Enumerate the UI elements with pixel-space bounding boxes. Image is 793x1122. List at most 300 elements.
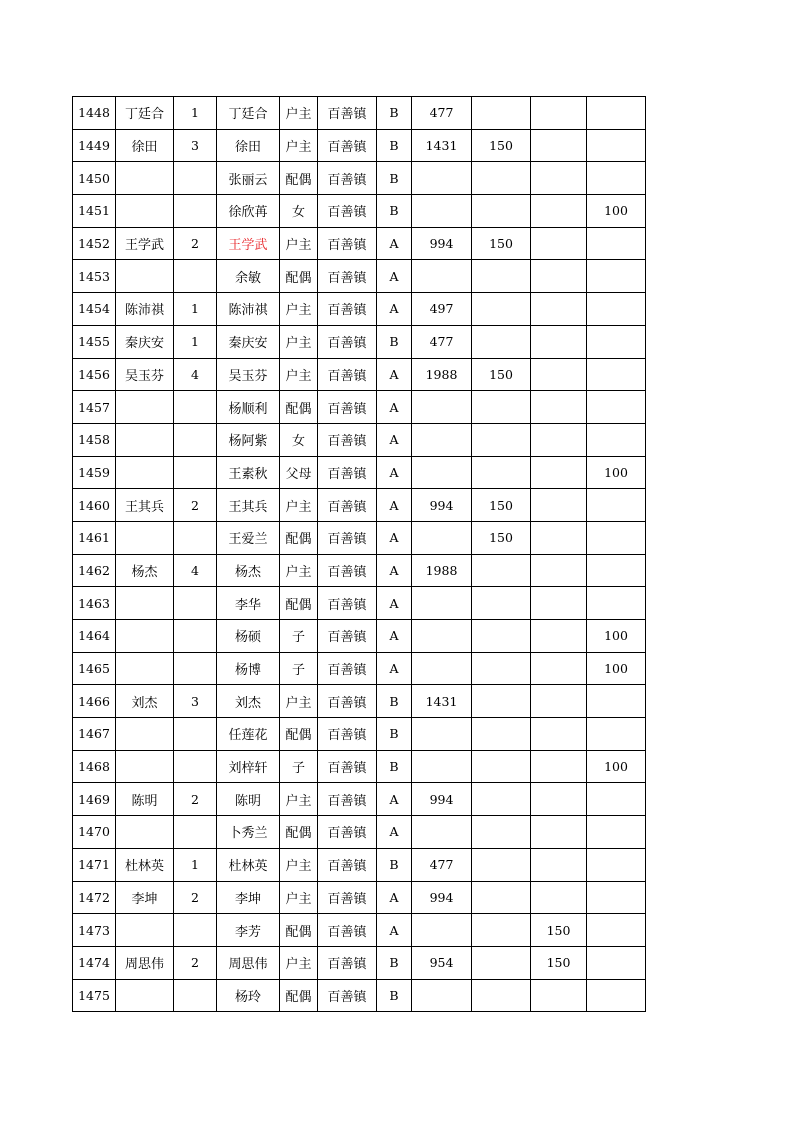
table-row — [73, 620, 646, 653]
cell-cat: A — [377, 783, 412, 816]
cell-amt: 1431 — [412, 685, 472, 718]
cell-member-name: 杨玲 — [217, 979, 280, 1012]
cell-id: 1464 — [73, 620, 116, 653]
cell-amt4 — [587, 979, 646, 1012]
cell-cat: A — [377, 391, 412, 424]
cell-id: 1456 — [73, 358, 116, 391]
cell-relation: 户主 — [280, 848, 318, 881]
cell-amt3 — [531, 750, 587, 783]
cell-count — [174, 195, 217, 228]
cell-amt2 — [472, 685, 531, 718]
cell-member-name: 徐田 — [217, 129, 280, 162]
cell-amt2 — [472, 97, 531, 130]
cell-amt3 — [531, 195, 587, 228]
cell-amt2 — [472, 946, 531, 979]
cell-amt4 — [587, 718, 646, 751]
cell-cat: A — [377, 358, 412, 391]
cell-relation: 户主 — [280, 293, 318, 326]
table-row — [73, 685, 646, 718]
cell-amt3 — [531, 881, 587, 914]
cell-amt — [412, 652, 472, 685]
cell-cat: A — [377, 881, 412, 914]
cell-member-name: 秦庆安 — [217, 325, 280, 358]
cell-head-name: 杨杰 — [116, 554, 174, 587]
cell-member-name: 周思伟 — [217, 946, 280, 979]
table-row — [73, 979, 646, 1012]
cell-town: 百善镇 — [318, 783, 377, 816]
cell-head-name — [116, 456, 174, 489]
cell-amt2 — [472, 391, 531, 424]
cell-amt3 — [531, 489, 587, 522]
cell-member-name: 杨杰 — [217, 554, 280, 587]
table-row — [73, 293, 646, 326]
cell-id: 1454 — [73, 293, 116, 326]
table-row — [73, 97, 646, 130]
cell-relation: 户主 — [280, 358, 318, 391]
cell-member-name: 李华 — [217, 587, 280, 620]
cell-member-name: 王爱兰 — [217, 521, 280, 554]
cell-amt4 — [587, 946, 646, 979]
table-row — [73, 783, 646, 816]
cell-amt4 — [587, 685, 646, 718]
cell-member-name: 杨顺利 — [217, 391, 280, 424]
cell-head-name: 秦庆安 — [116, 325, 174, 358]
cell-cat: A — [377, 456, 412, 489]
cell-amt4 — [587, 227, 646, 260]
cell-amt4 — [587, 97, 646, 130]
cell-amt2 — [472, 783, 531, 816]
cell-amt: 954 — [412, 946, 472, 979]
table-row — [73, 881, 646, 914]
cell-relation: 子 — [280, 620, 318, 653]
cell-amt: 477 — [412, 97, 472, 130]
cell-member-name: 刘杰 — [217, 685, 280, 718]
cell-count: 2 — [174, 881, 217, 914]
cell-cat: B — [377, 97, 412, 130]
table-row — [73, 489, 646, 522]
cell-id: 1461 — [73, 521, 116, 554]
cell-town: 百善镇 — [318, 816, 377, 849]
cell-count: 4 — [174, 554, 217, 587]
cell-cat: A — [377, 652, 412, 685]
cell-count: 4 — [174, 358, 217, 391]
cell-amt3 — [531, 456, 587, 489]
cell-cat: A — [377, 489, 412, 522]
cell-amt4 — [587, 783, 646, 816]
cell-amt: 497 — [412, 293, 472, 326]
cell-head-name: 李坤 — [116, 881, 174, 914]
table-row — [73, 914, 646, 947]
cell-relation: 子 — [280, 652, 318, 685]
cell-count: 3 — [174, 685, 217, 718]
cell-amt3 — [531, 848, 587, 881]
cell-count: 3 — [174, 129, 217, 162]
table-row — [73, 652, 646, 685]
cell-amt — [412, 979, 472, 1012]
cell-town: 百善镇 — [318, 554, 377, 587]
cell-id: 1449 — [73, 129, 116, 162]
cell-amt3 — [531, 652, 587, 685]
cell-amt2 — [472, 914, 531, 947]
cell-amt2 — [472, 620, 531, 653]
cell-count — [174, 718, 217, 751]
cell-member-name: 王学武 — [217, 227, 280, 260]
cell-cat: B — [377, 685, 412, 718]
cell-head-name — [116, 816, 174, 849]
cell-count — [174, 620, 217, 653]
table-row — [73, 816, 646, 849]
cell-member-name: 丁廷合 — [217, 97, 280, 130]
cell-amt2 — [472, 554, 531, 587]
cell-head-name: 杜林英 — [116, 848, 174, 881]
cell-cat: A — [377, 587, 412, 620]
cell-town: 百善镇 — [318, 718, 377, 751]
table-row — [73, 456, 646, 489]
cell-count — [174, 652, 217, 685]
cell-id: 1465 — [73, 652, 116, 685]
cell-relation: 配偶 — [280, 718, 318, 751]
cell-id: 1459 — [73, 456, 116, 489]
cell-amt4 — [587, 587, 646, 620]
cell-count: 2 — [174, 783, 217, 816]
cell-town: 百善镇 — [318, 162, 377, 195]
cell-amt3: 150 — [531, 914, 587, 947]
cell-amt2 — [472, 293, 531, 326]
cell-cat: B — [377, 162, 412, 195]
table-row — [73, 750, 646, 783]
cell-id: 1466 — [73, 685, 116, 718]
cell-head-name — [116, 587, 174, 620]
cell-relation: 户主 — [280, 97, 318, 130]
cell-head-name — [116, 423, 174, 456]
cell-member-name: 杨博 — [217, 652, 280, 685]
cell-id: 1455 — [73, 325, 116, 358]
cell-head-name — [116, 914, 174, 947]
cell-cat: B — [377, 946, 412, 979]
cell-head-name: 陈沛祺 — [116, 293, 174, 326]
cell-head-name: 徐田 — [116, 129, 174, 162]
cell-cat: A — [377, 914, 412, 947]
cell-relation: 户主 — [280, 946, 318, 979]
cell-town: 百善镇 — [318, 946, 377, 979]
cell-relation: 女 — [280, 423, 318, 456]
table-row — [73, 391, 646, 424]
cell-id: 1453 — [73, 260, 116, 293]
cell-amt2 — [472, 881, 531, 914]
cell-member-name: 杨阿紫 — [217, 423, 280, 456]
cell-amt4: 100 — [587, 652, 646, 685]
cell-amt3 — [531, 391, 587, 424]
cell-relation: 配偶 — [280, 816, 318, 849]
cell-amt — [412, 816, 472, 849]
cell-member-name: 刘梓轩 — [217, 750, 280, 783]
cell-id: 1468 — [73, 750, 116, 783]
cell-relation: 配偶 — [280, 260, 318, 293]
cell-town: 百善镇 — [318, 325, 377, 358]
cell-head-name — [116, 260, 174, 293]
table-row — [73, 325, 646, 358]
cell-town: 百善镇 — [318, 750, 377, 783]
cell-amt2: 150 — [472, 521, 531, 554]
cell-amt3 — [531, 783, 587, 816]
cell-count — [174, 914, 217, 947]
cell-id: 1460 — [73, 489, 116, 522]
cell-amt: 1988 — [412, 358, 472, 391]
cell-id: 1473 — [73, 914, 116, 947]
cell-relation: 配偶 — [280, 979, 318, 1012]
cell-town: 百善镇 — [318, 97, 377, 130]
cell-town: 百善镇 — [318, 423, 377, 456]
cell-amt4: 100 — [587, 620, 646, 653]
cell-amt4 — [587, 554, 646, 587]
cell-amt2 — [472, 652, 531, 685]
cell-head-name: 周思伟 — [116, 946, 174, 979]
cell-head-name: 王学武 — [116, 227, 174, 260]
cell-amt3 — [531, 260, 587, 293]
cell-relation: 配偶 — [280, 391, 318, 424]
table-row — [73, 260, 646, 293]
cell-amt2: 150 — [472, 358, 531, 391]
cell-cat: A — [377, 293, 412, 326]
cell-relation: 户主 — [280, 129, 318, 162]
cell-id: 1451 — [73, 195, 116, 228]
cell-amt — [412, 914, 472, 947]
cell-id: 1467 — [73, 718, 116, 751]
cell-member-name: 王其兵 — [217, 489, 280, 522]
cell-cat: A — [377, 620, 412, 653]
cell-head-name — [116, 521, 174, 554]
cell-amt — [412, 162, 472, 195]
cell-town: 百善镇 — [318, 521, 377, 554]
cell-head-name — [116, 162, 174, 195]
cell-town: 百善镇 — [318, 685, 377, 718]
cell-amt4 — [587, 521, 646, 554]
cell-head-name — [116, 620, 174, 653]
cell-count — [174, 162, 217, 195]
cell-id: 1457 — [73, 391, 116, 424]
cell-cat: B — [377, 750, 412, 783]
cell-member-name: 卜秀兰 — [217, 816, 280, 849]
cell-amt4 — [587, 162, 646, 195]
cell-amt — [412, 391, 472, 424]
cell-id: 1448 — [73, 97, 116, 130]
cell-cat: B — [377, 129, 412, 162]
cell-town: 百善镇 — [318, 293, 377, 326]
cell-id: 1470 — [73, 816, 116, 849]
cell-id: 1469 — [73, 783, 116, 816]
cell-count — [174, 260, 217, 293]
cell-amt4: 100 — [587, 456, 646, 489]
cell-town: 百善镇 — [318, 620, 377, 653]
cell-amt: 994 — [412, 783, 472, 816]
cell-relation: 子 — [280, 750, 318, 783]
cell-relation: 户主 — [280, 227, 318, 260]
cell-amt2 — [472, 816, 531, 849]
cell-town: 百善镇 — [318, 456, 377, 489]
cell-town: 百善镇 — [318, 358, 377, 391]
cell-amt4 — [587, 358, 646, 391]
cell-id: 1452 — [73, 227, 116, 260]
cell-amt3 — [531, 685, 587, 718]
cell-amt2 — [472, 979, 531, 1012]
cell-head-name — [116, 718, 174, 751]
cell-relation: 女 — [280, 195, 318, 228]
cell-amt4 — [587, 881, 646, 914]
cell-amt: 1431 — [412, 129, 472, 162]
cell-amt4: 100 — [587, 750, 646, 783]
cell-count — [174, 456, 217, 489]
table-row — [73, 587, 646, 620]
cell-amt4 — [587, 293, 646, 326]
cell-amt — [412, 620, 472, 653]
cell-amt2: 150 — [472, 489, 531, 522]
cell-amt4 — [587, 129, 646, 162]
cell-amt2: 150 — [472, 227, 531, 260]
table-row — [73, 718, 646, 751]
cell-amt4 — [587, 816, 646, 849]
cell-amt3 — [531, 554, 587, 587]
cell-count — [174, 423, 217, 456]
cell-amt2 — [472, 423, 531, 456]
cell-member-name: 李坤 — [217, 881, 280, 914]
cell-town: 百善镇 — [318, 587, 377, 620]
cell-head-name: 王其兵 — [116, 489, 174, 522]
cell-amt3 — [531, 129, 587, 162]
cell-member-name: 张丽云 — [217, 162, 280, 195]
cell-cat: B — [377, 325, 412, 358]
cell-amt2 — [472, 848, 531, 881]
cell-relation: 户主 — [280, 881, 318, 914]
cell-amt2 — [472, 162, 531, 195]
cell-amt: 994 — [412, 881, 472, 914]
table-row — [73, 848, 646, 881]
cell-count — [174, 979, 217, 1012]
cell-id: 1475 — [73, 979, 116, 1012]
cell-amt3 — [531, 521, 587, 554]
cell-relation: 配偶 — [280, 587, 318, 620]
cell-amt: 994 — [412, 489, 472, 522]
cell-amt2 — [472, 587, 531, 620]
cell-amt4 — [587, 489, 646, 522]
cell-member-name: 余敏 — [217, 260, 280, 293]
cell-count — [174, 816, 217, 849]
cell-cat: A — [377, 554, 412, 587]
cell-head-name: 丁廷合 — [116, 97, 174, 130]
cell-count: 1 — [174, 97, 217, 130]
cell-amt4 — [587, 848, 646, 881]
table-row — [73, 521, 646, 554]
cell-amt — [412, 456, 472, 489]
cell-count: 1 — [174, 848, 217, 881]
cell-cat: B — [377, 718, 412, 751]
cell-amt: 1988 — [412, 554, 472, 587]
cell-head-name: 陈明 — [116, 783, 174, 816]
cell-town: 百善镇 — [318, 227, 377, 260]
cell-amt3 — [531, 620, 587, 653]
cell-count: 2 — [174, 227, 217, 260]
cell-count — [174, 750, 217, 783]
cell-amt — [412, 260, 472, 293]
cell-amt4 — [587, 260, 646, 293]
table-row — [73, 227, 646, 260]
cell-member-name: 王素秋 — [217, 456, 280, 489]
cell-town: 百善镇 — [318, 652, 377, 685]
cell-amt3 — [531, 358, 587, 391]
cell-cat: A — [377, 816, 412, 849]
cell-town: 百善镇 — [318, 195, 377, 228]
cell-relation: 配偶 — [280, 162, 318, 195]
cell-amt3 — [531, 718, 587, 751]
cell-cat: B — [377, 848, 412, 881]
table-row — [73, 195, 646, 228]
cell-amt — [412, 423, 472, 456]
cell-head-name: 吴玉芬 — [116, 358, 174, 391]
cell-amt2 — [472, 750, 531, 783]
cell-amt — [412, 750, 472, 783]
cell-id: 1474 — [73, 946, 116, 979]
table-row — [73, 162, 646, 195]
cell-amt: 477 — [412, 848, 472, 881]
cell-relation: 户主 — [280, 685, 318, 718]
table-row — [73, 358, 646, 391]
cell-count: 1 — [174, 293, 217, 326]
cell-amt3 — [531, 293, 587, 326]
cell-relation: 配偶 — [280, 914, 318, 947]
cell-head-name — [116, 979, 174, 1012]
cell-amt4 — [587, 325, 646, 358]
cell-amt2 — [472, 195, 531, 228]
cell-amt: 477 — [412, 325, 472, 358]
cell-count — [174, 587, 217, 620]
cell-amt3: 150 — [531, 946, 587, 979]
cell-member-name: 陈明 — [217, 783, 280, 816]
table-row — [73, 423, 646, 456]
cell-amt — [412, 718, 472, 751]
cell-amt2 — [472, 718, 531, 751]
cell-head-name: 刘杰 — [116, 685, 174, 718]
cell-amt — [412, 521, 472, 554]
cell-amt2 — [472, 260, 531, 293]
cell-relation: 户主 — [280, 325, 318, 358]
cell-amt4 — [587, 914, 646, 947]
table-row — [73, 554, 646, 587]
cell-town: 百善镇 — [318, 260, 377, 293]
cell-amt2: 150 — [472, 129, 531, 162]
cell-head-name — [116, 391, 174, 424]
cell-id: 1458 — [73, 423, 116, 456]
cell-amt4 — [587, 391, 646, 424]
cell-id: 1463 — [73, 587, 116, 620]
cell-member-name: 任莲花 — [217, 718, 280, 751]
cell-amt — [412, 195, 472, 228]
cell-head-name — [116, 750, 174, 783]
cell-count: 2 — [174, 946, 217, 979]
table-row — [73, 946, 646, 979]
cell-relation: 父母 — [280, 456, 318, 489]
cell-town: 百善镇 — [318, 129, 377, 162]
cell-cat: A — [377, 227, 412, 260]
cell-count: 1 — [174, 325, 217, 358]
cell-head-name — [116, 195, 174, 228]
cell-cat: B — [377, 979, 412, 1012]
cell-member-name: 李芳 — [217, 914, 280, 947]
cell-cat: B — [377, 195, 412, 228]
cell-head-name — [116, 652, 174, 685]
cell-town: 百善镇 — [318, 881, 377, 914]
cell-cat: A — [377, 260, 412, 293]
cell-town: 百善镇 — [318, 489, 377, 522]
cell-id: 1471 — [73, 848, 116, 881]
